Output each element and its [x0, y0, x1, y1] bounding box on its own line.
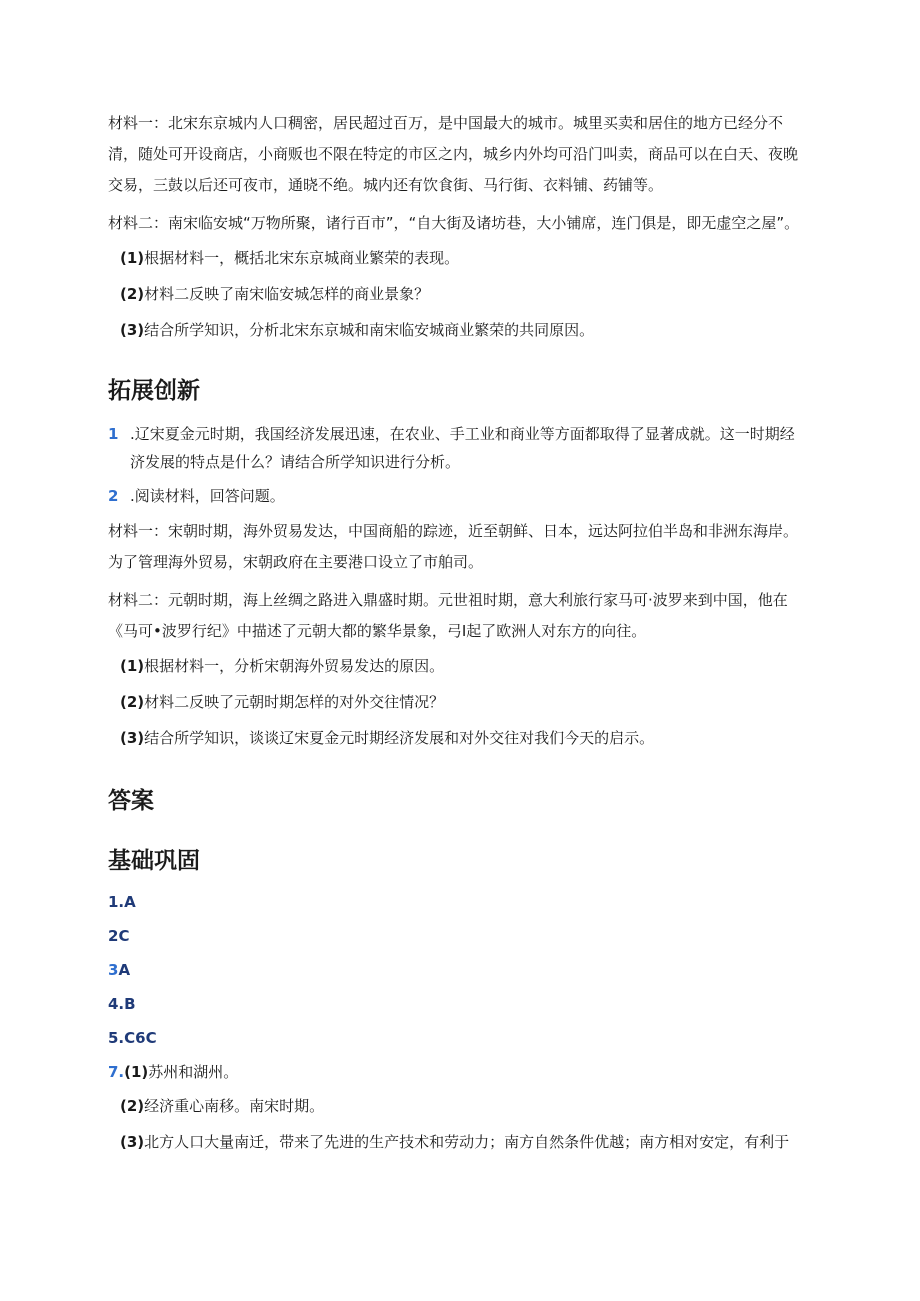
- answer-7-part-1: 7.(1)苏州和湖州。: [108, 1063, 239, 1081]
- answer-4: 4.B: [108, 995, 136, 1013]
- part1-material-1: 材料一：北宋东京城内人口稠密，居民超过百万，是中国最大的城市。城里买卖和居住的地方已经分不清，随处可开设商店，小商贩也不限在特定的市区之内，城乡内外均可沿门叫卖，商品可以在白天、夜晚交易，三鼓以后还可夜市，通晓不绝。城内还有饮食街、马行街、衣料铺、药铺等。: [108, 114, 799, 194]
- answer-2: 2C: [108, 927, 130, 945]
- expand-material-2: 材料二：元朝时期，海上丝绸之路进入鼎盛时期。元世祖时期，意大利旅行家马可·波罗来到中国，他在《马可•波罗行纪》中描述了元朝大都的繁华景象，弓I起了欧洲人对东方的向往。: [108, 591, 788, 640]
- section-heading-answers: 答案: [108, 788, 154, 814]
- part1-question-3: (3)结合所学知识，分析北宋东京城和南宋临安城商业繁荣的共同原因。: [120, 321, 595, 339]
- part1-material-2: 材料二：南宋临安城“万物所聚，诸行百市”，“自大街及诸坊巷，大小铺席，连门俱是，即无虚空之屋”。: [108, 214, 800, 232]
- document-page: [108, 108, 808, 1166]
- section-heading-basic: 基础巩固: [108, 848, 200, 874]
- part1-question-1: (1)根据材料一，概括北宋东京城商业繁荣的表现。: [120, 249, 460, 267]
- answer-5: 5.C6C: [108, 1029, 157, 1047]
- answer-7-part-3: (3)北方人口大量南迁，带来了先进的生产技术和劳动力；南方自然条件优越；南方相对安定，有利于: [120, 1133, 790, 1151]
- expand-item-2: 2 .阅读材料，回答问题。: [108, 487, 285, 505]
- expand-question-2: (2)材料二反映了元朝时期怎样的对外交往情况？: [120, 693, 445, 711]
- expand-material-1: 材料一：宋朝时期，海外贸易发达，中国商船的踪迹，近至朝鲜、日本，远达阿拉伯半岛和非洲东海岸。为了管理海外贸易，宋朝政府在主要港口设立了市舶司。: [108, 522, 799, 571]
- expand-item-1: 1 .辽宋夏金元时期，我国经济发展迅速，在农业、手工业和商业等方面都取得了显著成就。这一时期经济发展的特点是什么？请结合所学知识进行分析。: [108, 425, 795, 471]
- part1-question-2: (2)材料二反映了南宋临安城怎样的商业景象？: [120, 285, 430, 303]
- section-heading-expand: 拓展创新: [108, 378, 200, 404]
- answer-3: 3A: [108, 961, 131, 979]
- answer-1: 1.A: [108, 893, 136, 911]
- answer-7-part-2: (2)经济重心南移。南宋时期。: [120, 1097, 325, 1115]
- expand-question-3: (3)结合所学知识，谈谈辽宋夏金元时期经济发展和对外交往对我们今天的启示。: [120, 729, 655, 747]
- expand-question-1: (1)根据材料一，分析宋朝海外贸易发达的原因。: [120, 657, 445, 675]
